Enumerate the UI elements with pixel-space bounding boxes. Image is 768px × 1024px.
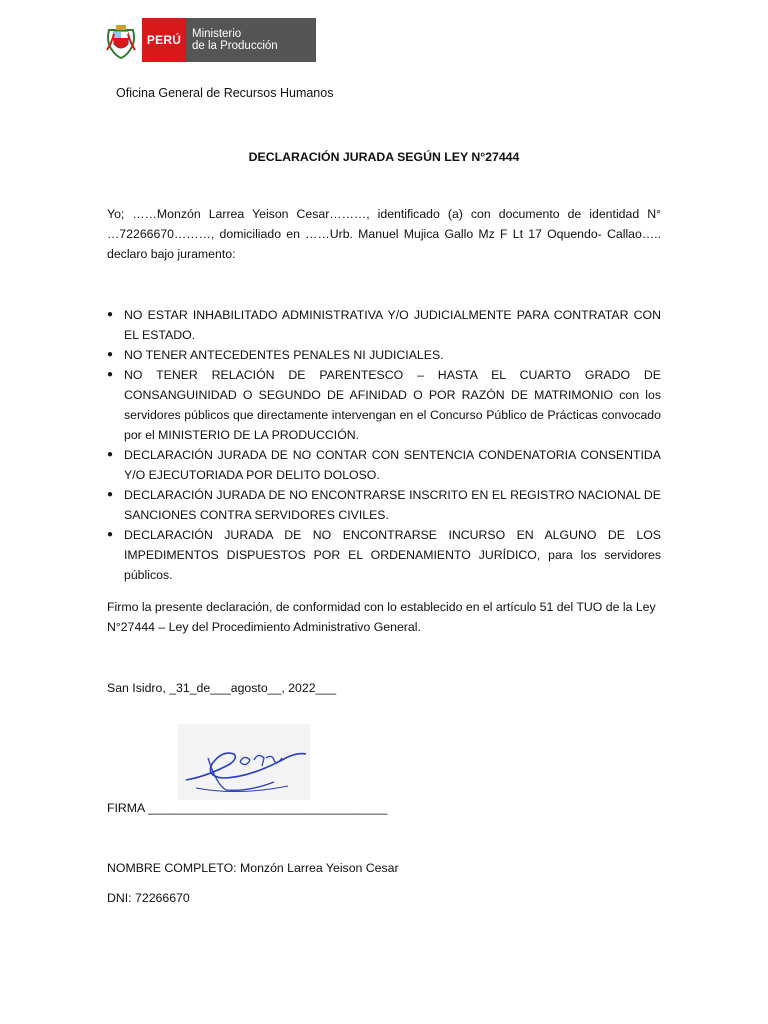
bullet-icon: ● xyxy=(107,309,114,320)
bullet-icon: ● xyxy=(107,369,114,380)
full-name-line: NOMBRE COMPLETO: Monzón Larrea Yeison Cesar xyxy=(107,861,399,875)
declaration-item-text: DECLARACIÓN JURADA DE NO CONTAR CON SENTENCIA CONDENATORIA CONSENTIDA Y/O EJECUTORIADA POR DELITO DOLOSO. xyxy=(124,448,661,482)
intro-line-1: Yo; ……Monzón Larrea Yeison Cesar………, identificado (a) con documento de identidad N° xyxy=(107,207,661,221)
intro-paragraph xyxy=(107,204,661,264)
declaration-item-text: DECLARACIÓN JURADA DE NO ENCONTRARSE INSCRITO EN EL REGISTRO NACIONAL DE SANCIONES CONTRA SERVIDORES CIVILES. xyxy=(124,488,661,522)
ministry-logo xyxy=(100,18,316,62)
declaration-item xyxy=(107,305,661,345)
bullet-icon: ● xyxy=(107,489,114,500)
declaration-item-text: DECLARACIÓN JURADA DE NO ENCONTRARSE INCURSO EN ALGUNO DE LOS IMPEDIMENTOS DISPUESTOS POR EL ORDENAMIENTO JURÍDICO, para los servidores públicos. xyxy=(124,528,661,582)
document-title: DECLARACIÓN JURADA SEGÚN LEY N°27444 xyxy=(248,150,520,164)
date-line: San Isidro, _31_de___agosto__, 2022___ xyxy=(107,681,337,695)
intro-line-3: declaro bajo juramento: xyxy=(107,247,236,261)
declaration-list xyxy=(107,305,661,585)
bullet-icon: ● xyxy=(107,449,114,460)
ministry-label xyxy=(186,18,316,62)
coat-of-arms-icon xyxy=(100,18,142,62)
declaration-item xyxy=(107,345,661,365)
dni-line: DNI: 72266670 xyxy=(107,891,190,905)
peru-label: PERÚ xyxy=(142,18,186,62)
declaration-item-text: NO ESTAR INHABILITADO ADMINISTRATIVA Y/O JUDICIALMENTE PARA CONTRATAR CON EL ESTADO. xyxy=(124,308,661,342)
ministry-label-line-1: Ministerio xyxy=(192,28,242,40)
declaration-item-text: NO TENER ANTECEDENTES PENALES NI JUDICIALES. xyxy=(124,348,444,362)
bullet-icon: ● xyxy=(107,349,114,360)
declaration-item xyxy=(107,365,661,445)
declaration-item xyxy=(107,525,661,585)
ministry-label-line-2: de la Producción xyxy=(192,40,278,52)
office-name: Oficina General de Recursos Humanos xyxy=(116,86,334,100)
signature-line: FIRMA ___________________________________ xyxy=(107,801,388,815)
handwritten-signature xyxy=(178,724,310,800)
declaration-item-text: NO TENER RELACIÓN DE PARENTESCO – HASTA EL CUARTO GRADO DE CONSANGUINIDAD O SEGUNDO DE AFINIDAD O POR RAZÓN DE MATRIMONIO con los servidores públicos que directamente intervengan en el Concurso Público de Prácticas convocado por el MINISTERIO DE LA PRODUCCIÓN. xyxy=(124,368,661,442)
closing-paragraph: Firmo la presente declaración, de conformidad con lo establecido en el artículo 51 del TUO de la Ley N°27444 – Ley del Procedimiento Administrativo General. xyxy=(107,600,656,634)
intro-line-2: …72266670………, domiciliado en ……Urb. Manuel Mujica Gallo Mz F Lt 17 Oquendo- Callao….. xyxy=(107,227,661,241)
declaration-item xyxy=(107,445,661,485)
declaration-item xyxy=(107,485,661,525)
bullet-icon: ● xyxy=(107,529,114,540)
